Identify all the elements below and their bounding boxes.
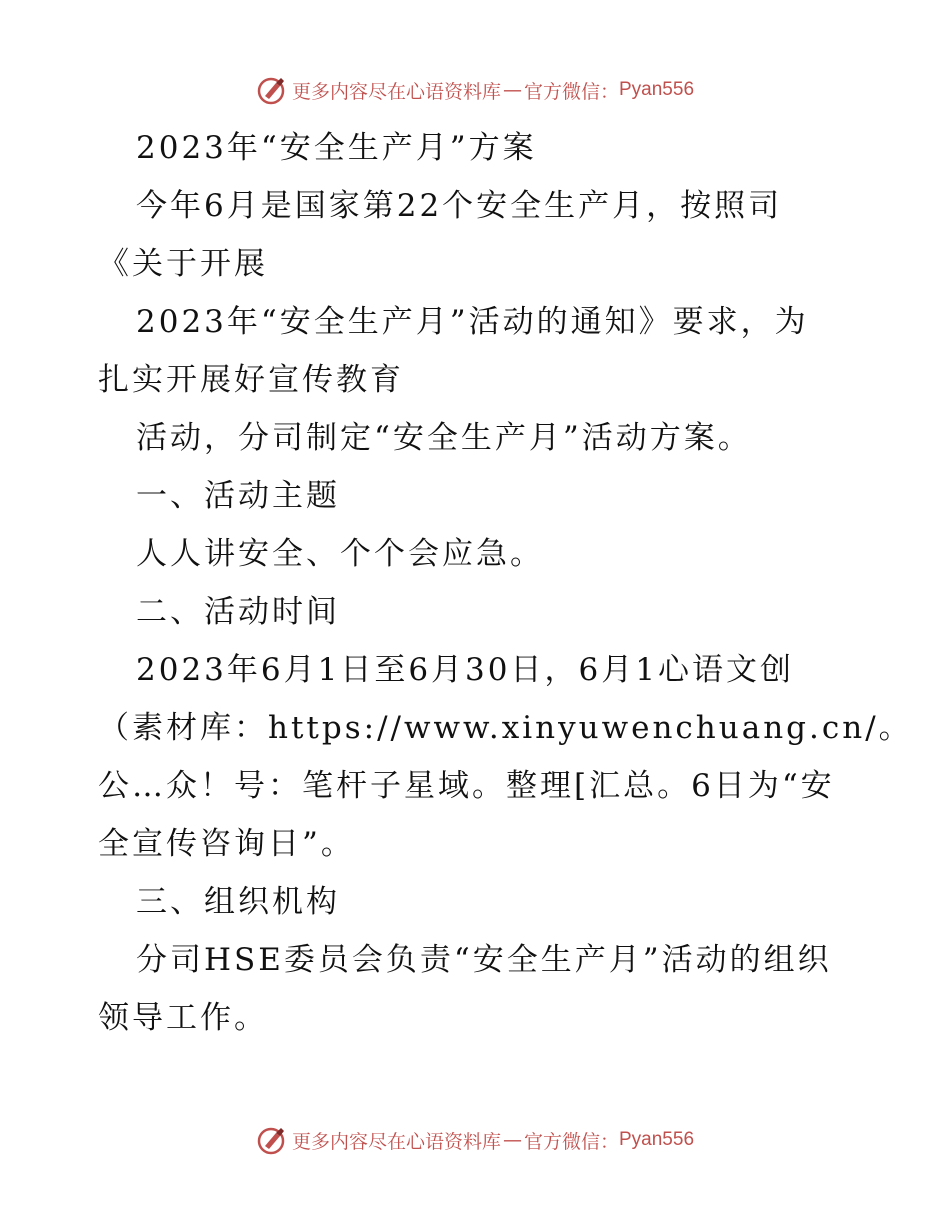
watermark-wechat-id: Pyan556: [619, 1129, 695, 1150]
paragraph-line: 扎实开展好宣传教育: [98, 362, 404, 398]
pen-logo-icon: [256, 1124, 288, 1156]
paragraph-line: 人人讲安全、个个会应急。: [136, 536, 544, 572]
paragraph-line: 领导工作。: [98, 1000, 268, 1036]
section-heading-time: 二、活动时间: [136, 594, 340, 630]
paragraph-line: 今年6月是国家第22个安全生产月，按照司: [136, 188, 783, 224]
paragraph-line: 全宣传咨询日”。: [98, 826, 355, 862]
paragraph-line: （素材库：https://www.xinyuwenchuang.cn/。: [98, 710, 913, 746]
paragraph-line: 公…众！号：笔杆子星域。整理[汇总。6日为“安: [98, 768, 835, 804]
watermark-dash: —: [502, 1129, 522, 1151]
section-heading-organization: 三、组织机构: [136, 884, 340, 920]
paragraph-line: 《关于开展: [98, 246, 268, 282]
watermark-wechat-id: Pyan556: [619, 79, 695, 100]
paragraph-line: 分司HSE委员会负责“安全生产月”活动的组织: [136, 942, 832, 978]
watermark-dash: —: [502, 79, 522, 101]
section-heading-theme: 一、活动主题: [136, 478, 340, 514]
paragraph-line: 活动，分司制定“安全生产月”活动方案。: [136, 420, 752, 456]
header-watermark: [0, 70, 950, 110]
watermark-wechat-label: 官方微信：: [523, 80, 619, 103]
watermark-text: 更多内容尽在心语资料库: [291, 1130, 501, 1153]
paragraph-line: 2023年6月1日至6月30日，6月1心语文创: [136, 652, 794, 688]
footer-watermark: [0, 1120, 950, 1160]
document-title: 2023年“安全生产月”方案: [136, 130, 537, 166]
paragraph-line: 2023年“安全生产月”活动的通知》要求，为: [136, 304, 809, 340]
document-body: [98, 119, 913, 1047]
watermark-text: 更多内容尽在心语资料库: [291, 80, 501, 103]
pen-logo-icon: [256, 74, 288, 106]
watermark-wechat-label: 官方微信：: [523, 1130, 619, 1153]
